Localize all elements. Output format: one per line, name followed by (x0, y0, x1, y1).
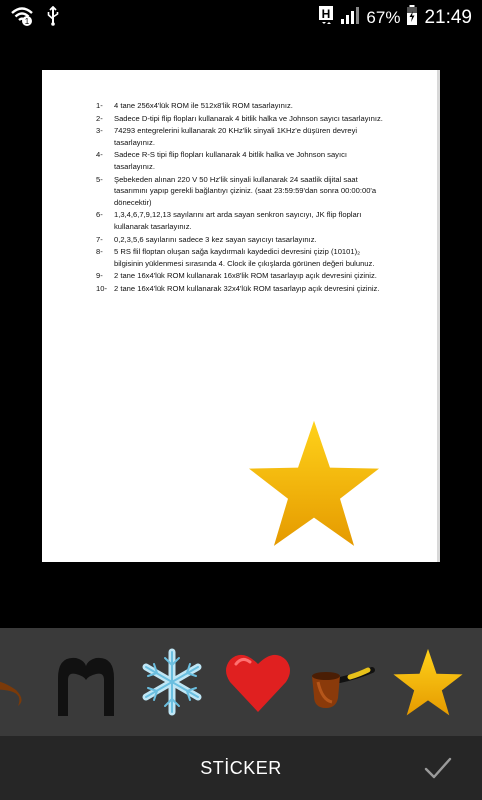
question-number: 8- (96, 247, 103, 257)
question-item (96, 174, 384, 209)
question-text: 2 tane 16x4'lük ROM kullanarak 16x8'lik ROM tasarlayıp açık devresini çiziniz. (114, 271, 377, 281)
status-bar-left (10, 5, 60, 32)
battery-charging-icon (406, 4, 418, 31)
bottom-bar (0, 736, 482, 800)
question-number: 10- (96, 283, 107, 293)
question-number: 7- (96, 234, 103, 244)
checkmark-icon (422, 752, 454, 784)
question-item (96, 234, 384, 246)
question-item (96, 209, 384, 232)
question-item (96, 125, 384, 148)
usb-icon (46, 6, 60, 31)
question-text: 4 tane 256x4'lük ROM ile 512x8'lik ROM tasarlayınız. (114, 101, 293, 110)
question-number: 6- (96, 210, 103, 220)
question-item (96, 270, 384, 282)
heart-sticker[interactable] (222, 646, 294, 718)
signal-icon (340, 4, 360, 31)
question-item (96, 283, 384, 295)
sticker-title: STİCKER (200, 758, 282, 778)
star-sticker-option[interactable] (392, 646, 464, 718)
question-item (96, 113, 384, 125)
question-text: Sadece D-tipi flip flopları kullanarak 4 bitlik halka ve Johnson sayıcı tasarlayınız. (114, 113, 383, 123)
question-item (96, 100, 384, 112)
sticker-strip[interactable] (0, 628, 482, 736)
question-item (96, 246, 384, 269)
question-text: Şebekeden alınan 220 V 50 Hz'lik sinyali kullanarak 24 saatlik dijital saat tasarımını yapıp gerekli bağlantıyı çiziniz. (saat 23:59:59'dan sonra 00:00:00'a dönecektir) (114, 174, 377, 207)
question-text: 74293 entegrelerini kullanarak 20 KHz'lik sinyali 1KHz'e düşüren devreyi tasarlayınız. (114, 126, 358, 147)
notification-badge: 1 (24, 17, 30, 26)
status-bar (0, 0, 482, 32)
placed-star-sticker[interactable] (246, 418, 382, 548)
question-item (96, 149, 384, 172)
horseshoe-mustache-sticker[interactable] (50, 646, 122, 718)
question-number: 9- (96, 271, 103, 281)
photo-editor-canvas[interactable] (0, 32, 482, 628)
wifi-icon (10, 5, 34, 32)
question-number: 3- (96, 126, 103, 136)
question-text: Sadece R-S tipi flip flopları kullanarak 4 bitlik halka ve Johnson sayıcı tasarlayınız. (114, 150, 347, 171)
mustache-curl-sticker[interactable] (0, 646, 36, 718)
question-text: 5 RS flil floptan oluşan sağa kaydırmalı kaydedici devresini çizip (10101)₂ bilgisinin yüklenmesi sırasında 4. Clock ile çıkışlarda görünen değeri bulunuz. (114, 247, 375, 268)
battery-percent: 67% (366, 7, 401, 27)
question-text: 2 tane 16x4'lük ROM kullanarak 32x4'lük ROM tasarlayıp açık devresini çiziniz. (114, 283, 380, 293)
data-h-icon (318, 4, 334, 31)
question-list (96, 100, 384, 296)
clock: 21:49 (424, 6, 472, 28)
confirm-button[interactable] (422, 752, 454, 784)
status-bar-right (318, 4, 472, 31)
svg-text:H: H (322, 7, 331, 21)
question-number: 1- (96, 101, 103, 110)
pipe-sticker[interactable] (306, 646, 378, 718)
question-number: 2- (96, 113, 103, 123)
question-number: 4- (96, 150, 103, 160)
question-number: 5- (96, 174, 103, 184)
question-text: 1,3,4,6,7,9,12,13 sayılarını art arda sayan senkron sayıcıyı, JK flip flopları kullanarak tasarlayınız. (114, 210, 362, 231)
question-text: 0,2,3,5,6 sayılarını sadece 3 kez sayan sayıcıyı tasarlayınız. (114, 234, 317, 244)
snowflake-sticker[interactable] (136, 646, 208, 718)
